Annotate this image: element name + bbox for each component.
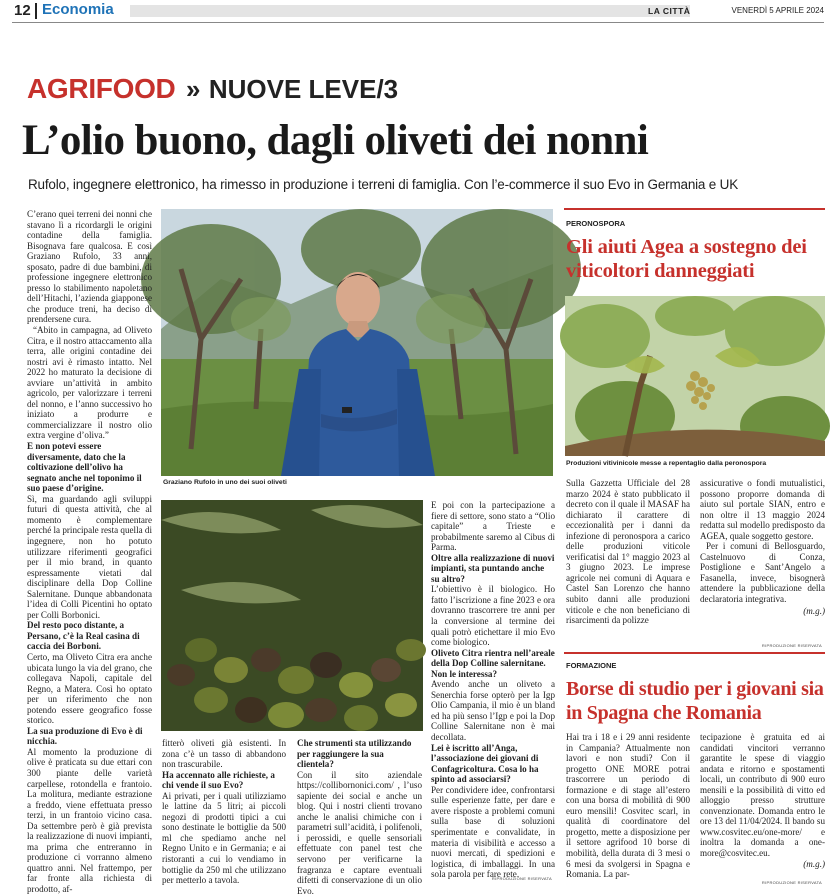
olive-grove-illustration xyxy=(161,209,553,476)
article-column-3 xyxy=(297,738,422,896)
portrait-photo xyxy=(161,209,553,476)
col4-para-3: Avendo anche un oliveto a Senerchia forse opterò per la Igp Olio Campania, il mio è un bland ed ha più senso l’Igp e poi la Dop Colline Salernitane non è mai decollata. xyxy=(431,679,555,743)
sidebar1-text-b2: Per i comuni di Bellosguardo, Castelnuovo di Conza, Postiglione e Sant’Angelo a Fasanella, invece, bisognerà attendere la pubblicazione della declaratoria integrativa. xyxy=(700,541,825,605)
olives-photo xyxy=(161,500,423,731)
sidebar1-repro-notice: RIPRODUZIONE RISERVATA xyxy=(761,643,822,648)
col1-para-3: Sì, ma guardando agli sviluppi futuri di questa attività, che al momento è complementare perché la principale resta quella di ingegnere, non ho potuto utilizzare riferimenti geografici per il mio brand, in quanto espressamente vietati dal disciplinare della Dop Colline Salernitane. Dunque abbandonata l’idea di Colli Picentini ho optato per Colli Borbonici. xyxy=(27,493,152,620)
subheadline: Rufolo, ingegnere elettronico, ha rimesso in produzione i terreni di famiglia. Con l’e-commerce il suo Evo in Germania e UK xyxy=(28,177,738,192)
sidebar2-tag: FORMAZIONE xyxy=(566,661,617,670)
header-divider xyxy=(35,3,37,19)
col3-question-1: Che strumenti sta utilizzando per raggiungere la sua clientela? xyxy=(297,738,412,770)
col4-para-2: L’obiettivo è il biologico. Ho fatto l’iscrizione a fine 2023 e ora dovranno trascorrere tre anni per la conversione al termine dei quali potrò etichettare il mio Evo come biologico. xyxy=(431,584,555,648)
sidebar2-signature: (m.g.) xyxy=(803,858,825,869)
sidebar1-text-b: assicurative o fondi mutualistici, possono proporre domanda di aiuto sul portale SIAN, entro e non oltre il 13 maggio 2024 redatta sul modello predisposto da AGEA, quale soggetto gestore. xyxy=(700,478,825,541)
col2-para-1: fitterò oliveti già esistenti. In zona c’è un tasso di abbandono non trascurabile. xyxy=(162,738,286,770)
col1-para-1: C’erano quei terreni dei nonni che stavano lì a ricordargli le origini contadine della famiglia. Bisognava fare qualcosa. E così Graziano Rufolo, 33 anni, sposato, padre di due bambini, di professione ingegnere elettronico presso lo stabilimento napoletano dell’Hitachi, l’azienda giapponese che produce treni, ha deciso di prendersene cura. xyxy=(27,209,152,325)
col2-question-1: Ha accennato alle richieste, a chi vende il suo Evo? xyxy=(162,769,275,791)
sidebar2-top-rule xyxy=(564,652,825,654)
page-number: 12 xyxy=(14,2,31,19)
vine-illustration xyxy=(565,296,825,456)
kicker-separator: » xyxy=(185,74,201,104)
sidebar1-column-2 xyxy=(700,478,825,626)
sidebar2-repro-notice: RIPRODUZIONE RISERVATA xyxy=(761,880,822,885)
col1-para-4: Certo, ma Oliveto Citra era anche ubicata lungo la via del grano, che collegava Napoli, capitale del Regno, a Matera. Così ho optato per un riferimento che non potendo essere geografico fosse storico. xyxy=(27,651,152,726)
col1-para-2: “Abito in campagna, ad Oliveto Citra, e il nostro attaccamento alla terra, alle origini contadine dei nostri avi è rimasto intatto. Nel 2022 ho maturato la decisione di avviare un’attività in ambito agricolo, per valorizzare i terreni del nonno, e l’anno successivo ho iniziato a produrre e commercializzare il nostro olio extra vergine d’oliva.” xyxy=(27,325,152,441)
vine-photo xyxy=(565,296,825,456)
col1-question-1: E non potevi essere diversamente, dato che la coltivazione dell’olivo ha segnato anche nel toponimo il suo paese d’origine. xyxy=(27,441,142,494)
sidebar1-tag: PERONOSPORA xyxy=(566,219,626,228)
sidebar1-top-rule xyxy=(564,208,825,210)
header-bar xyxy=(0,0,834,22)
sidebar1-signature: (m.g.) xyxy=(803,605,825,616)
issue-date: VENERDÌ 5 APRILE 2024 xyxy=(731,6,824,15)
article-column-1 xyxy=(27,209,152,892)
article-repro-notice: RIPRODUZIONE RISERVATA xyxy=(491,876,552,881)
section-label: Economia xyxy=(42,1,114,18)
sidebar1-title: Gli aiuti Agea a sostegno dei viticoltori danneggiati xyxy=(566,236,807,282)
headline: L’olio buono, dagli oliveti dei nonni xyxy=(22,117,649,164)
kicker xyxy=(27,73,398,109)
col1-question-3: La sua produzione di Evo è di nicchia. xyxy=(27,725,143,747)
col4-question-1: Oltre alla realizzazione di nuovi impianti, sta puntando anche su altro? xyxy=(431,552,555,584)
col3-para-1: Con il sito aziendale https://collibornonici.com/ , l’uso sapiente dei social e anche un blog. Qui i nostri clienti trovano anche le analisi chimiche con i parametri sull’acidità, i polifenoli, i perossidi, e quelle sensoriali effettuate con panel test che servono per verificarne la fragranza e captare eventuali difetti di conservazione di un olio Evo. xyxy=(297,769,422,896)
header-rule xyxy=(12,22,824,23)
portrait-caption: Graziano Rufolo in uno dei suoi oliveti xyxy=(163,479,287,486)
article-column-2 xyxy=(162,738,286,888)
sidebar2-text-b: tecipazione è gratuita ed ai candidati vincitori verranno garantite le spese di viaggio andata e ritorno e spostamenti locali, un contributo di 900 euro mensili e la possibilità di vitto ed alloggio presso strutture convenzionate. Domanda entro le ore 13 del 11/04/2024. Il bando su www.cosvitec.eu/one-more/ e inoltra la domanda a one-more@cosvitec.eu. xyxy=(700,732,825,859)
sidebar2-title: Borse di studio per i giovani sia in Spagna che Romania xyxy=(566,678,824,724)
col4-question-2: Oliveto Citra rientra nell’areale della Dop Colline salernitane. Non le interessa? xyxy=(431,647,555,679)
sidebar1-column-1 xyxy=(566,478,690,626)
col4-question-3: Lei è iscritto all’Anga, l’associazione dei giovani di Confagricoltura. Cosa lo ha spinto ad associarsi? xyxy=(431,742,539,785)
sidebar1-text-a: Sulla Gazzetta Ufficiale del 28 marzo 2024 è stato pubblicato il decreto con il quale il MASAF ha dichiarato il carattere di eccezionalità per i danni da infezione di peronospora a carico delle produzioni viticole verificatisi dal 1° maggio 2023 al 3 giugno 2023. Le imprese agricole nei comuni di Aquara e Castel San Lorenzo che hanno subito danni alle produzioni viticole e che non beneficiano di risarcimenti da polizze xyxy=(566,478,690,626)
kicker-series: NUOVE LEVE/3 xyxy=(208,74,399,104)
sidebar2-column-1 xyxy=(566,732,690,880)
col4-para-4: Per condividere idee, confrontarsi sulle esperienze fatte, per dare e avere risposte a problemi comuni sulla base di soluzioni sperimentate e convalidate, in materia di visibilità e accesso a nuovi mercati, di spedizioni e logistica, di imballaggi. In una sola parola per fare rete. xyxy=(431,784,555,880)
vine-caption: Produzioni vitivinicole messe a repentaglio dalla peronospora xyxy=(566,460,767,467)
col1-question-2: Del resto poco distante, a Persano, c’è la Real casina di caccia dei Borboni. xyxy=(27,620,140,652)
paper-name: LA CITTÀ xyxy=(648,6,691,16)
kicker-tag: AGRIFOOD xyxy=(27,73,176,104)
sidebar2-text-a: Hai tra i 18 e i 29 anni residente in Campania? Attualmente non lavori e non studi? Con il progetto ONE MORE potrai trascorrere un periodo di formazione e di stage all’estero con una borsa di mobilità di 900 euro mensili! Cosvitec scarl, in qualità di coordinatore del progetto, mette a disposizione per il settore agrifood 10 borse di mobilità, della durata di 3 mesi o 6 mesi da svolgersi in Spagna e Romania. La par- xyxy=(566,732,690,880)
col4-para-1: E poi con la partecipazione a fiere di settore, sono stato a “Olio capitale” a Trieste e probabilmente saremo al Cibus di Parma. xyxy=(431,500,555,553)
header-gray-band xyxy=(130,5,690,17)
olives-illustration xyxy=(161,500,423,731)
col1-para-5: Al momento la produzione di olive è praticata su due ettari con 300 piante delle varietà carpellese, rotondella e frantoio. La molitura, mediante estrazione a freddo, viene effettuata presso terzi, in un frantoio vicino casa. Da settembre però è già prevista la realizzazione di nuovi impianti, ma prima che entreranno in produzione ci vorranno almeno quattro anni. Nel frattempo, per far fronte alla richiesta di prodotto, af- xyxy=(27,746,152,894)
col2-para-2: Ai privati, per i quali utilizziamo le lattine da 5 litri; ai piccoli negozi di prodotti tipici a cui sono destinate le bottiglie da 500 ml che spediamo anche nel Regno Unito e in Germania; e ai ristoranti a cui lo vendiamo in bottiglie da 250 ml che utilizzano per metterlo a tavola. xyxy=(162,790,286,886)
sidebar2-column-2 xyxy=(700,732,825,872)
